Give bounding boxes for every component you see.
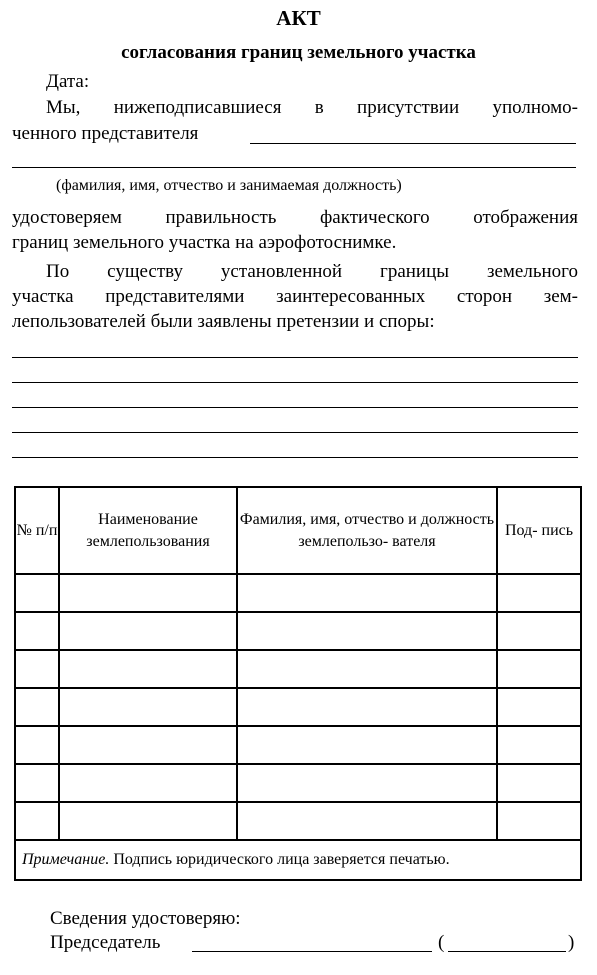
table-cell[interactable]	[15, 764, 59, 802]
table-cell[interactable]	[59, 650, 237, 688]
header-land-use-name: Наименование землепользования	[59, 487, 237, 574]
table-cell[interactable]	[59, 726, 237, 764]
table-cell[interactable]	[497, 650, 581, 688]
intro-line-1: Мы, нижеподписавшиеся в присутствии уполномо-	[46, 97, 578, 118]
chairman-name-blank[interactable]	[448, 951, 566, 952]
table-cell[interactable]	[237, 726, 497, 764]
header-land-user-name: Фамилия, имя, отчество и должность землепользо- вателя	[237, 487, 497, 574]
date-label: Дата:	[46, 71, 90, 92]
claims-blank-line[interactable]	[12, 457, 578, 458]
table-note	[15, 840, 581, 880]
table-cell[interactable]	[497, 726, 581, 764]
table-row	[15, 764, 581, 802]
table-header-row	[15, 487, 581, 574]
document-subtitle: согласования границ земельного участка	[121, 42, 476, 63]
table-cell[interactable]	[15, 802, 59, 840]
table-cell[interactable]	[15, 688, 59, 726]
intro-line-2: ченного представителя	[12, 123, 199, 144]
table-cell[interactable]	[59, 764, 237, 802]
table-cell[interactable]	[237, 612, 497, 650]
table-cell[interactable]	[237, 650, 497, 688]
table-row	[15, 612, 581, 650]
table-row	[15, 726, 581, 764]
open-paren: (	[438, 932, 445, 953]
table-cell[interactable]	[15, 650, 59, 688]
table-cell[interactable]	[15, 574, 59, 612]
table-row	[15, 574, 581, 612]
table-cell[interactable]	[497, 764, 581, 802]
table-cell[interactable]	[497, 612, 581, 650]
claims-line-1: По существу установленной границы земельного	[46, 261, 578, 282]
land-users-table	[14, 486, 582, 881]
table-cell[interactable]	[237, 688, 497, 726]
close-paren: )	[568, 932, 575, 953]
certify-line-2: границ земельного участка на аэрофотоснимке.	[12, 232, 397, 253]
note-text: Подпись юридического лица заверяется печатью.	[113, 851, 450, 868]
table-cell[interactable]	[497, 802, 581, 840]
header-signature: Под- пись	[497, 487, 581, 574]
table-cell[interactable]	[237, 802, 497, 840]
claims-blank-line[interactable]	[12, 382, 578, 383]
header-number: № п/п	[15, 487, 59, 574]
claims-line-2: участка представителями заинтересованных сторон зем-	[12, 286, 578, 307]
table-cell[interactable]	[237, 574, 497, 612]
chairman-signature-blank[interactable]	[192, 951, 432, 952]
name-hint: (фамилия, имя, отчество и занимаемая должность)	[56, 177, 402, 194]
claims-blank-line[interactable]	[12, 357, 578, 358]
footer-certify: Сведения удостоверяю:	[50, 908, 241, 929]
claims-line-3: лепользователей были заявлены претензии и споры:	[12, 311, 435, 332]
table-cell[interactable]	[59, 612, 237, 650]
representative-position-blank[interactable]	[12, 167, 576, 168]
table-cell[interactable]	[497, 688, 581, 726]
table-cell[interactable]	[497, 574, 581, 612]
table-cell[interactable]	[59, 802, 237, 840]
certify-line-1: удостоверяем правильность фактического отображения	[12, 207, 578, 228]
table-cell[interactable]	[237, 764, 497, 802]
table-row	[15, 650, 581, 688]
document-title: АКТ	[276, 6, 321, 30]
representative-name-blank[interactable]	[250, 143, 576, 144]
table-cell[interactable]	[59, 688, 237, 726]
table-cell[interactable]	[15, 726, 59, 764]
claims-blank-line[interactable]	[12, 407, 578, 408]
table-cell[interactable]	[15, 612, 59, 650]
note-label: Примечание.	[22, 851, 110, 868]
chairman-label: Председатель	[50, 932, 161, 953]
table-cell[interactable]	[59, 574, 237, 612]
claims-blank-line[interactable]	[12, 432, 578, 433]
table-row	[15, 688, 581, 726]
table-note-row	[15, 840, 581, 880]
table-row	[15, 802, 581, 840]
